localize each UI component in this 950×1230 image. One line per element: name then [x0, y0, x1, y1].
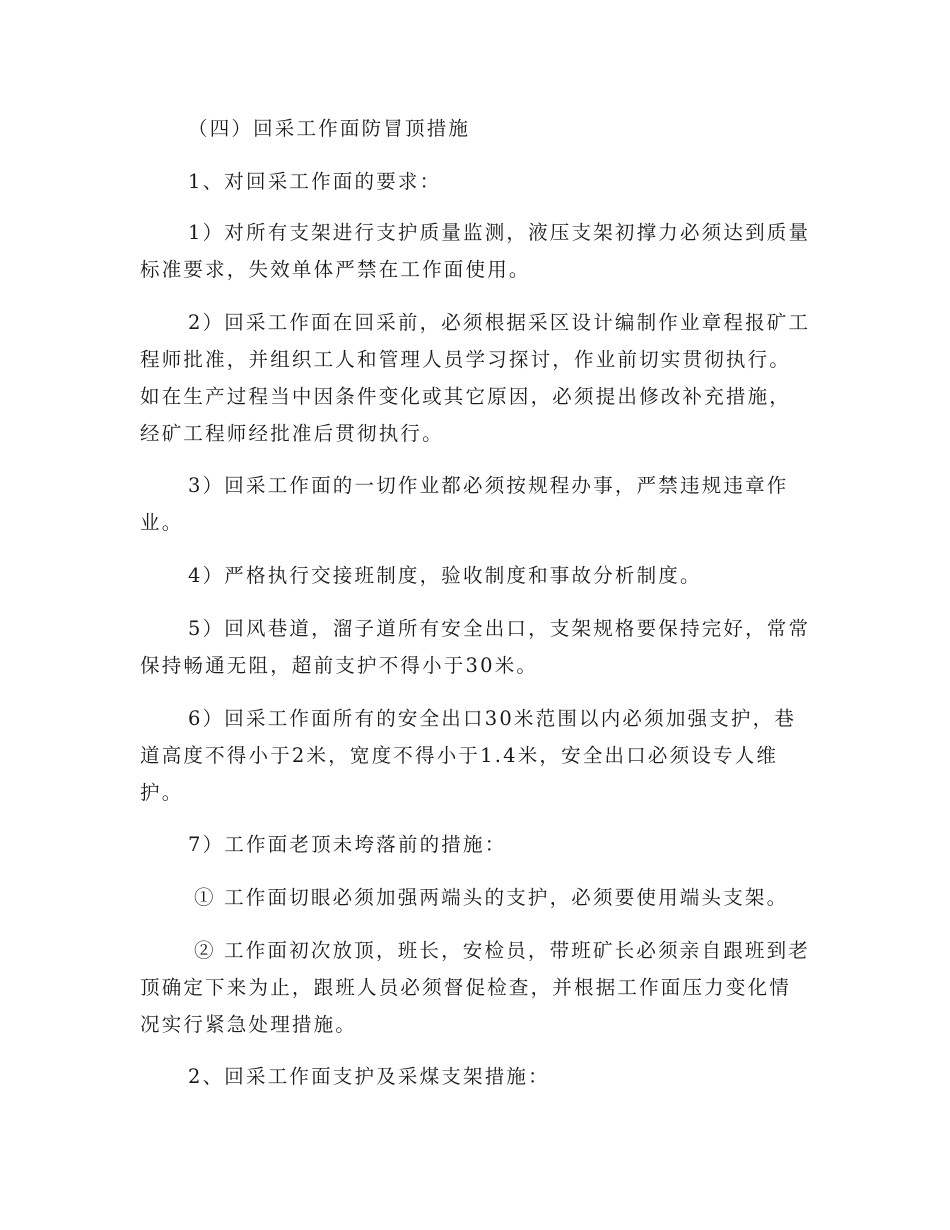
section-heading: （四）回采工作面防冒顶措施 — [188, 117, 471, 140]
paragraph-item-5: 5）回风巷道，溜子道所有安全出口，支架规格要保持完好，常常保持畅通无阻，超前支护不得小于30米。 — [140, 617, 811, 677]
paragraph-item-6: 6）回采工作面所有的安全出口30米范围以内必须加强支护，巷道高度不得小于2米，宽度不得小于1.4米，安全出口必须设专人维护。 — [140, 707, 797, 804]
paragraph-item-3: 3）回采工作面的一切作业都必须按规程办事，严禁违规违章作业。 — [140, 474, 789, 534]
sub-item-1: ① 工作面切眼必须加强两端头的支护，必须要使用端头支架。 — [194, 886, 789, 909]
paragraph-item-2: 2）回采工作面在回采前，必须根据采区设计编制作业章程报矿工程师批准，并组织工人和管理人员学习探讨，作业前切实贯彻执行。如在生产过程当中因条件变化或其它原因，必须提出修改补充措施，经矿工程师经批准后贯彻执行。 — [140, 311, 811, 445]
paragraph-item-1: 1）对所有支架进行支护质量监测，液压支架初撑力必须达到质量标准要求，失效单体严禁在工作面使用。 — [140, 221, 811, 281]
sub-item-2: ② 工作面初次放顶，班长，安检员，带班矿长必须亲自跟班到老顶确定下来为止，跟班人员必须督促检查，并根据工作面压力变化情况实行紧急处理措施。 — [140, 939, 810, 1036]
paragraph-item-7: 7）工作面老顶未垮落前的措施： — [188, 833, 507, 856]
subsection-heading-1: 1、对回采工作面的要求： — [188, 170, 442, 193]
subsection-heading-2: 2、回采工作面支护及采煤支架措施： — [188, 1065, 550, 1088]
paragraph-item-4: 4）严格执行交接班制度，验收制度和事故分析制度。 — [188, 564, 702, 587]
